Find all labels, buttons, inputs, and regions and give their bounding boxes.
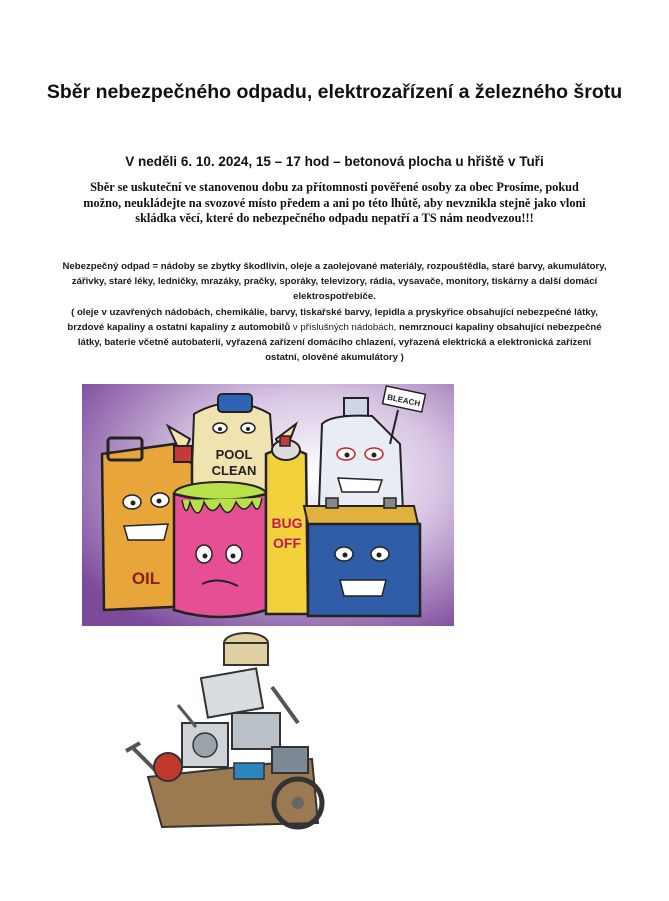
- paint-can: [174, 482, 266, 617]
- collection-notice: Sběr se uskuteční ve stanovenou dobu za přítomnosti pověřené osoby za obec Prosíme, pokud možno, neukládejte na svozové místo předem a ani po této lhůtě, aby nevznikla stejně jako vloni skládka věcí, které do nebezpečného odpadu nepatří a TS nám neodvezou!!!: [83, 180, 586, 225]
- bug-spray-can: [266, 436, 308, 614]
- oil-label: OIL: [131, 569, 161, 588]
- scrap-metal-cart-illustration: [122, 627, 344, 835]
- list-details-1: ( oleje v uzavřených nádobách, chemikálie, barvy, tiskařské barvy, lepidla a pryskyřice obsahující nebezpečné látky, brzdové kapaliny a ostatní kapaliny z automobilů: [67, 306, 598, 333]
- list-definition: Nebezpečný odpad = nádoby se zbytky škodlivin, oleje a zaolejované materiály, rozpouštědla, staré barvy, akumulátory, zářivky, staré léky, ledničky, mrazáky, pračky, sporáky, televizory, rádia, vysavače, monitory, tiskárny a další domácí elektrospotřebiče.: [62, 261, 607, 303]
- off-label: OFF: [273, 535, 301, 551]
- pool-label: POOL: [215, 447, 253, 462]
- list-details-2: nemrznoucí kapaliny obsahující nebezpečné látky, baterie včetně autobaterií, vyřazená zařízení domácího chlazení, vyřazená elektrická a elektronická zařízení ostatní, olověné akumulátory ): [77, 321, 602, 364]
- hazardous-waste-list: [60, 259, 609, 365]
- hazardous-waste-illustration: [82, 384, 454, 626]
- page-title: Sběr nebezpečného odpadu, elektrozařízení a železného šrotu: [46, 81, 623, 103]
- car-battery: [304, 498, 420, 616]
- date-location-line: V neděli 6. 10. 2024, 15 – 17 hod – betonová plocha u hřiště v Tuři: [125, 154, 544, 169]
- bug-label: BUG: [271, 515, 303, 531]
- list-details-normal: v příslušných nádobách,: [292, 321, 397, 333]
- bleach-label: BLEACH: [386, 392, 421, 409]
- clean-label: CLEAN: [211, 463, 257, 478]
